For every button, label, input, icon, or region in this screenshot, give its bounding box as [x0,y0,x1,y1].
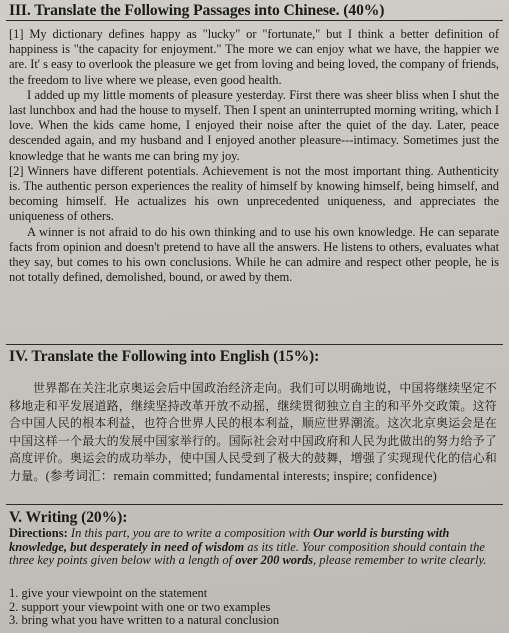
section5-heading: V. Writing (20%): [9,509,128,526]
key-point: 2. support your viewpoint with one or two examples [9,599,271,614]
section3-heading: III. Translate the Following Passages into Chinese. (40%) [9,2,385,19]
chinese-passage [9,380,497,486]
key-points-list [9,587,499,628]
word-count: over 200 words [235,553,314,568]
key-point: 3. bring what you have written to a natural conclusion [9,613,280,628]
reference-vocabulary: (参考词汇：remain committed; fundamental interests; inspire; confidence) [45,468,438,483]
section-divider [6,504,503,505]
passage1-paragraph1: [1] My dictionary defines happy as "lucky" or "fortunate," but I think a better definition of happiness is "the capacity for enjoyment." The more we can enjoy what we have, the happier we are. It' s easy to overlook the pleasure we get from loving and being loved, the company of friends, the freedom to live where we please, even good health. [9,27,499,87]
section3-passages [9,27,499,285]
writing-directions [9,527,499,568]
key-point: 1. give your viewpoint on the statement [9,586,208,600]
directions-text: , please remember to write clearly. [313,553,487,568]
passage2-paragraph2: A winner is not afraid to do his own thinking and to use his own knowledge. He can separate facts from opinion and doesn't pretend to have all the answers. He listens to others, evaluates what they say, but comes to his own conclusions. While he can admire and respect other people, he is not totally defined, demolished, bound, or awed by them. [9,224,499,285]
chinese-passage-text: 世界都在关注北京奥运会后中国政治经济走向。我们可以明确地说，中国将继续坚定不移地走和平发展道路，继续坚持改革开放不动摇，继续贯彻独立自主的和平外交政策。这符合中国人民的根本利益，也符合世界人民的根本利益，顺应世界潮流。这次北京奥运会是在中国这样一个最大的发展中国家举行的。国际社会对中国政府和人民为此做出的努力给予了高度评价。奥运会的成功举办，使中国人民受到了极大的鼓舞，增强了实现现代化的信心和力量。 [9,381,498,483]
heading-rule [6,20,503,21]
section-divider [6,344,503,345]
directions-text: In this part, you are to write a composition with [67,526,314,540]
directions-text: as its title. Your composition should contain the three key points given below with a length of [9,539,485,568]
section4-heading: IV. Translate the Following into English (15%): [9,348,320,365]
passage2-paragraph1: [2] Winners have different potentials. Achievement is not the most important thing. Authenticity is. The authentic person experiences the reality of himself by knowing himself, being himself, and becoming himself. He actualizes his own unprecedented uniqueness, and appreciates the uniqueness of others. [9,163,499,224]
directions-label: Directions: [9,526,68,540]
composition-title: Our world is bursting with knowledge, but desperately in need of wisdom [9,526,450,554]
passage1-paragraph2: I added up my little moments of pleasure yesterday. First there was sheer bliss when I shut the last lunchbox and had the house to myself. Then I spent an uninterrupted morning writing, which I love. When the kids came home, I enjoyed their noise after the quiet of the day. Later, peace descended again, and my husband and I enjoyed another pleasure---intimacy. Sometimes just the knowledge that he wants me can bring my joy. [9,87,499,163]
